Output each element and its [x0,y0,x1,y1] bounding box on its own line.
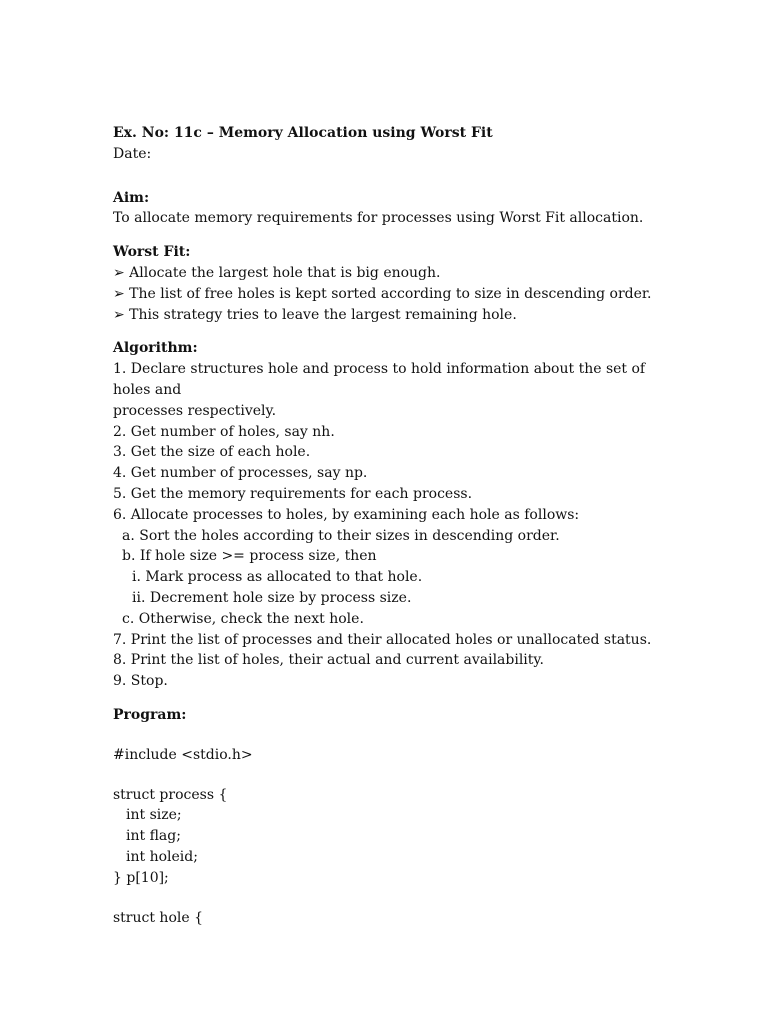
code-line: } p[10]; [113,869,169,886]
algorithm-step: 9. Stop. [113,673,168,690]
aim-text: To allocate memory requirements for processes using Worst Fit allocation. [113,210,644,227]
algorithm-step: 5. Get the memory requirements for each process. [113,485,473,502]
algorithm-subsubstep: ii. Decrement hole size by process size. [132,589,412,606]
algorithm-subsubstep: i. Mark process as allocated to that hole. [132,569,423,586]
document-page [113,123,673,928]
worst-fit-bullet: ➢ This strategy tries to leave the largest remaining hole. [113,306,517,323]
algorithm-step: 4. Get number of processes, say np. [113,465,368,482]
aim-heading: Aim: [113,189,150,206]
worst-fit-heading: Worst Fit: [113,244,191,261]
algorithm-step: 7. Print the list of processes and their allocated holes or unallocated status. [113,631,652,648]
algorithm-step: 6. Allocate processes to holes, by examining each hole as follows: [113,506,580,523]
code-line: int flag; [126,828,181,845]
worst-fit-bullet: ➢ The list of free holes is kept sorted according to size in descending order. [113,285,652,302]
code-line: struct process { [113,786,228,803]
algorithm-step: processes respectively. [113,402,277,419]
algorithm-step: 2. Get number of holes, say nh. [113,423,335,440]
algorithm-step: 3. Get the size of each hole. [113,444,311,461]
algorithm-heading: Algorithm: [113,340,198,357]
date-label: Date: [113,145,152,162]
code-include: #include <stdio.h> [113,746,253,763]
algorithm-step: 8. Print the list of holes, their actual and current availability. [113,652,544,669]
program-heading: Program: [113,706,187,723]
document-title: Ex. No: 11c – Memory Allocation using Worst Fit [113,125,493,141]
code-line: int size; [126,807,182,824]
worst-fit-bullet: ➢ Allocate the largest hole that is big enough. [113,264,441,281]
code-line: struct hole { [113,909,204,926]
algorithm-substep: a. Sort the holes according to their sizes in descending order. [122,527,560,544]
algorithm-substep: b. If hole size >= process size, then [122,548,377,565]
algorithm-step: 1. Declare structures hole and process to hold information about the set of holes and [113,361,650,398]
algorithm-substep: c. Otherwise, check the next hole. [122,610,364,627]
code-line: int holeid; [126,848,198,865]
